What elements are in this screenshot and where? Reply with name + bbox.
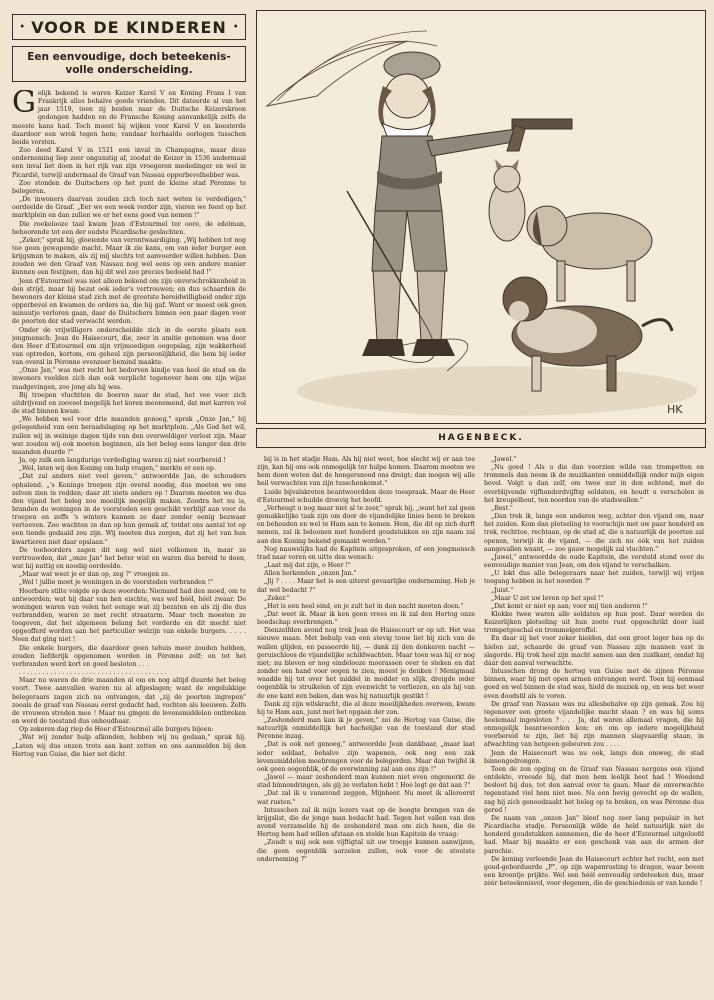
paragraph (484, 464, 704, 505)
paragraph (12, 147, 246, 180)
paragraph (484, 554, 704, 570)
paragraph-text: „Dat komt er niet op aan; voor mij tien anderen !" (491, 602, 648, 610)
paragraph (484, 766, 704, 815)
paragraph (257, 603, 475, 611)
paragraph (12, 677, 246, 726)
paragraph-text: „Jawel — maar zeshonderd man kunnen niet even ongemerkt de stad binnendringen, als gij ze verlaten hebt ! Hoe legt ge dát aan ?" (257, 774, 475, 790)
paragraph (257, 578, 475, 594)
paragraph (12, 416, 246, 457)
article-title-line2: volle onderscheiding. (65, 64, 193, 76)
paragraph-text: „Dat zal ik u vanavond zeggen, Mijnheer. Nu moet ik allereerst wat rusten." (257, 790, 475, 806)
paragraph-text: En daar zij het voor zeker hielden, dat een groot leger hen op de hielen zat, schaarde de graaf van Nassau zijn mannen vast in slagorde. Hij trok heel zijn macht samen aan den zuidkant, omdat hij dáár den aanval verwachtte. (484, 635, 704, 667)
paragraph-text: „Onze Jan," was met recht het bedorven kindje van heel de stad en de inwoners voelden zich dan ook verplicht tegenover hem om zijn wijze raadgevingen, zoo jong als hij was. (12, 367, 246, 391)
paragraph-text: Maar nu waren de drie maanden al om en nog altijd duurde het beleg voort. Twee aanvallen waren nu al afgeslagen; want de ongelukkige belegeraars zagen zich nu ontvangen, dat „zij de poorten ingrepen" zooals de graaf van Nassau eerst gedacht had, vochten als leeuwen. Zelfs de vrouwen streden mee ! Maar nu gingen de levensmiddelen ontbreken en werd de toestand dus onhoudbaar. (12, 677, 246, 726)
paragraph-text: Dank zij zijn wilskracht, die al deze moeilijkheden overwon, kwam hij te Ham aan, juist met het opgaan der zon. (257, 700, 475, 716)
paragraph (257, 790, 475, 806)
paragraph-text: „Jij ? . . . . Maar het is een uiterst gevaarlijke onderneming. Heb je dat wel bedacht ?" (257, 578, 475, 594)
middle-text-column (257, 456, 475, 990)
paragraph-text: Intusschen zal ik mijn lezers vast op de hoogte brengen van de krijgslist, die de jonge man bedacht had. Tegen het vallen van den avond verzamelde hij de zeshonderd man om zich heen, die de Hertog hem had willen afstaan en stelde hun Kapitein de vraag: (257, 806, 475, 839)
paragraph-text: Intusschen drong de hertog van Guise met de zijnen Péronne binnen, waar hij met open armen ontvangen werd. Toen hij eenmaal goed en wel binnen de stad was, hield de muziek op, en was het weer even doodstil als te voren. (484, 668, 704, 700)
paragraph-text: . . . . . . . . . . . . . . . . . . . . . . . . . . . . . . . . . . . . . . (19, 669, 167, 677)
paragraph (484, 611, 704, 635)
paragraph (484, 513, 704, 554)
paragraph-text: De toehoorders zagen dit nog wel niet volkomen in, maar ze vertrouwden, dat „onze Jan" het beter wist en waren dus bereid te doen, wat hij nuttig en noodig oordeelde. (12, 546, 246, 571)
paragraph-text: „Zeker." (264, 594, 290, 602)
paragraph-text: „De inwoners daarvan zouden zich toch niet weten te verdedigen," oordeelde de Graaf. „Eer we een week verder zijn, vieren we feest op het marktplein en dan zullen we er het eens goed van nemen !" (12, 196, 246, 220)
paragraph (12, 465, 246, 473)
ornament-dot-right: • (232, 21, 239, 33)
paragraph (257, 627, 475, 700)
paragraph-text: bij is in het stadje Ham. Als hij niet weet, hoe slecht wij er aan toe zijn, kan hij ons ook onmogelijk ter hulpe komen. Daarom moeten we hem doen weten dat de hongersnood ons dreigt; dan mogen wij alle heil verwachten van zijn tusschenkomst." (257, 456, 475, 488)
paragraph-text: „Nu goed ! Als u die dan voorzien wilde van trompetten en trommels dan neem ik de muzikanten onmiddellijk onder mijn eigen bevel. Volgt u dan zelf, om twee uur in den ochtend, met de overblijvende vijfhonderdvijftig soldaten, en houdt u verscholen in het kreupelhout, ten noorden van de stadswallen." (484, 464, 704, 504)
paragraph (257, 562, 475, 570)
paragraph-text: Luide bijvalskreten beantwoordden deze toespraak. Maar de Heer d'Estourmel schudde droevig het hoofd. (257, 488, 475, 504)
paragraph-text: Hoorbare stilte volgde op deze woorden: Niemand had den moed, om te antwoorden; wat hij daar van hen eischte, was wel héél, héél zwaar. De woningen waren van velen het eenige wat zij bezaten en als zij die dus verbrandden, waren ze met recht straatarm. Maar toch moesten ze toegeven, dat het algemeen belang het vorderde en dit mocht niet opgeofferd worden aan het particulier welzijn van enkele burgers. . . . . Neen dat ging niet ! (12, 587, 246, 644)
paragraph (12, 473, 246, 546)
paragraph-text: „Dat zal anders niet veel geven," antwoordde Jan, de schouders ophalend. „'s Konings troepen zijn overal noodig, dus moeten we ons zelven zien te redden; daar zit niets anders op ! Daarom moeten we dus den vijand het beleg zoo moeilijk mogelijk maken. Zoodra het nu is, branden de woningen in de voorsteden een geschikt verblijf aan voor de troepen en zeffs 's winters kunnen ze daar zonder eenig bezwaar vertoeven. Zoo wachten ze dan op hun gemak af, totdat ons aantal tot op een tiende gedaald zou zijn. Wij moeten dus zorgen, dat zij het van hun kwartieren niet daar opslaan." (12, 473, 246, 546)
boy-with-pistol-and-animals-drawing (257, 11, 705, 423)
paragraph (484, 570, 704, 586)
paragraph-text: Allen herkenden „onzen Jan." (264, 570, 357, 578)
article-title-line1: Een eenvoudige, doch beteekenis- (27, 51, 231, 63)
paragraph-text: Bij troepen vluchtten de boeren naar de stad, het vee voor zich uitdrijvend en zooveel mogelijk het koren meenemend, dat met karren vol de stad binnen kwam. (12, 391, 246, 416)
paragraph (484, 701, 704, 750)
paragraph-text: Jean d'Estourmel was niet alleen bekend om zijn onverschrokkenheid in den strijd, maar hij bezat ook ieder's vertrouwen; en dus schaarden de bewoners der kleine stad zich met de grootste bereidwilligheid onder zijn opperbevel en kwamen de orders na, die hij gaf. Want er moest ook geen minuutje verloren gaan, daar de Duitschers binnen een paar dagen voor de poorten der stad verwacht werden. (12, 277, 246, 326)
illustration-hagenbeck (256, 10, 706, 424)
paragraph-text: „Maar U zet uw leven op het spel !" (491, 594, 604, 602)
paragraph (12, 571, 246, 579)
paragraph (12, 180, 246, 196)
paragraph (12, 457, 246, 465)
paragraph-text: „Wat wij zonder hulp afkonden, hebben wij nu gedaan," sprak hij. „Laten wij dus onzen trots aan kant zetten en ons aanmelden bij den Hertog van Guise, die hier net dicht (12, 734, 246, 758)
paragraph-text: „Zeshonderd man kan ik je geven," zei de Hertog van Guise, die natuurlijk onmiddellijk het hachelijke van de toestand der stad Péronne inzag. (257, 717, 475, 741)
paragraph-text: Ja, op zulk een langdurige verdediging waren zij niet voorbereid ! (19, 457, 226, 465)
paragraph (12, 547, 246, 571)
paragraph-text: Toen de zon opging en de Graaf van Nassau nergens een vijand ontdekte, vreesde hij, dat men hem leelijk beet had ! Woedend besloot hij dus, tot den aanval over te gaan. Maar de onverwachte tegenstand viel hem niet mee. Na een hevig gevecht op de wallen, zag hij zich genoodzaakt het beleg op te breken, en was Péronne dus gered ! (484, 765, 704, 814)
paragraph (484, 456, 704, 464)
paragraph (257, 456, 475, 489)
paragraph (12, 90, 246, 147)
paragraph (484, 668, 704, 701)
paragraph-text: „Best." (491, 504, 513, 512)
paragraph (484, 603, 704, 611)
paragraph (257, 701, 475, 717)
paragraph-text: Dienzelfden avond nog trok Jean de Haisecourt er op uit. Het was nieuwe maan. Met behulp van een stevig touw liet hij zich van de wallen glijden, en passeerde hij, — dank zij den donkeren nacht — geruischloos de vijandelijke schildwachten. Maar toen was hij er nog niet; nu bleven er nog eindelooze moerassen over te steken en dat zonder een hand voor oogen te zien, moest je denken ! Menigmaal waadde hij tot over het middel in modder en slijk, dreigde ieder oogenblik te struikelen of zijn evenwicht te verliezen, en als hij van de ene kant een baken, dan was hij natuurlijk gestikt ! (257, 627, 475, 700)
paragraph (484, 750, 704, 766)
paragraph-text: Op zekeren dag riep de Heer d'Estourmel alle burgers bijeen: (19, 726, 214, 734)
illustration-caption: HAGENBECK. (256, 428, 706, 448)
paragraph-text: „Zoudt u mij ook een vijftigtal uit uw troepje kunnen aanwijzen, die geen oogenblik aarzelen zullen, ook voor de stoutste onderneming ?" (257, 839, 475, 863)
paragraph (12, 278, 246, 327)
paragraph (12, 669, 246, 677)
paragraph-text: „Het is een heel eind, en je zult het in den nacht moeten doen." (264, 602, 464, 610)
paragraph (12, 221, 246, 237)
paragraph (484, 635, 704, 668)
right-text-column (484, 456, 704, 990)
paragraph-text: „Dan trek ik, langs een anderen weg, achter den vijand om, naar het zuiden. Kom dan plotseling te voorschijn met uw paar honderd en trek, rechttoe, rechtaan, op de stad af, die u natuurlijk de poorten zal openen, terwijl ik de vijand, — die zich nu óók van het zuiden aangevallen waant, — zoo gauw mogelijk zal vluchten." (484, 513, 704, 553)
paragraph-text: „Zeker," sprak hij, gloeiende van verontwaardiging. „Wij hebben tot nog toe geen gewapende macht. Maar ik zie kans, om van ieder burger een krijgsman te maken, als zij mij slechts tot aanvoerder willen hebben. Dan zouden we den Graaf van Nassau nog wel eens op een andere manier kunnen een festijnen, dan hij dit wel zoo precies bedoeld had !" (12, 236, 246, 277)
paragraph-text: Klokke twee waren alle soldaten op hun post. Daar werden de Keizerlijken plotseling uit hun zoete rust opgeschrikt door luid trompetgeschal en trommelgeroffel. (484, 610, 704, 635)
ornament-dot-left: • (19, 21, 26, 33)
paragraph-text: „Jawel," antwoordde de oude Kapitein, die versteld stond over de eenvoudige manier van Jean, om den vijand te verschalken. (484, 553, 704, 570)
paragraph-text: Nog nauwelijks had de Kapitein uitgesproken, of een jongmensch trad naar voren en uitte den wensch: (257, 545, 475, 561)
paragraph (257, 546, 475, 562)
paragraph-text: „Juist." (491, 586, 514, 594)
paragraph-text: „U lokt dus alle belegeraars naar het zuiden, terwijl wij vrijen toegang hebben in het noorden ?" (484, 570, 704, 586)
paragraph-text: „Dat is ook net genoeg," antwoordde Jean dankbaar, „maar laat ieder soldaat, behalve zijn wapenen, ook nog een zak levensmiddelen meebrengen voor de belegerden. Maar dan twijfel ik ook geen oogenblik, of de overwinning zal aan ons zijn !" (257, 741, 475, 773)
section-header (12, 14, 246, 40)
paragraph (257, 595, 475, 603)
paragraph-text: „We hebben wel voor drie maanden genoeg," sprak „Onze Jan," bij gelegenheid van een beraadslaging op het marktplein. „Als God het wil, zullen wij in weinige dagen tijds van den overweldiger verlost zijn. Maar wat zouden wij ook moeten beginnen, als het beleg eens langer dan drie maanden duurde ?" (12, 416, 246, 456)
drop-cap: G (12, 90, 36, 120)
paragraph (12, 579, 246, 587)
paragraph (12, 645, 246, 669)
paragraph-text: Jean de Haisecourt was nu ook, langs den omweg, de stad binnengedrongen. (484, 749, 704, 765)
paragraph-text: elijk bekend is waren Keizer Karel V en Koning Frans I van Frankrijk alles behalve goede vrienden. Dit dateerde al van het jaar 1519, toen zij beiden naar de Duitsche Keizerskroon gedongen hadden en de Fransche Koning aanvankelijk zelfs de meeste kans had. Toch moest hij wijken voor Karel V en koesterde daardoor een wrok tegen hem; vandaar herhaalde oorlogen tusschen beide vorsten. (12, 90, 246, 146)
paragraph (12, 237, 246, 278)
paragraph-text: Die roekelooze taal kwam Jean d'Estourmel ter oore, de edelman, behoorende tot een der oudste Picardische geslachten. (12, 220, 246, 236)
paragraph (484, 815, 704, 856)
paragraph (12, 588, 246, 645)
paragraph (484, 587, 704, 595)
paragraph (257, 717, 475, 741)
paragraph (12, 734, 246, 758)
paragraph-text: „Jawel." (491, 456, 517, 463)
paragraph (257, 611, 475, 627)
paragraph-text: Die enkele burgers, die daardoor geen tehuis meer zouden hebben, zouden liefderijk opgenomen worden in Péronne zelf; en tot het verbranden werd kort en goed besloten . . . (12, 644, 246, 668)
paragraph-text: Onder de vrijwilligers onderscheidde zich in de eerste plaats een jongmensch: Jean de Haisecourt, die, zeer in amitie genomen was door den Heer d'Estourmel om zijn vrijmoedigen oogopslag, zijn wakkerheid van optreden, kortom, om geheel zijn persoonlijkheid, die hem bij ieder van overal in Péronne evenzeer bemind maakte. (12, 326, 246, 367)
paragraph-text: „Dat weet ik. Maar ik ken geen vrees en ik zal den Hertog onze boodschap overbrengen." (257, 610, 475, 627)
section-title: VOOR DE KINDEREN (31, 17, 227, 37)
paragraph-text: „Verheugt u nog maar niet al te zeer," sprak hij, „want het zal geen gemakkelijke taak zijn om door de vijandelijke linies heen te breken en behouden en wel te Ham aan te komen. Hem, die dit op zich durft nemen, zal ik beloonen met honderd goudstukken en zijn naam zal aan den Koning bekend gemaakt worden." (257, 504, 475, 545)
paragraph-text: De naam van „onzen Jan" bleef nog zeer lang populair in het Picardische stadje. Persoonlijk wilde de held natuurlijk niet de honderd goudstukken aannemen, die de heer d'Estourmel uitgeloofd had. Maar hij maakte er een geschenk van aan de armen der parochie. (484, 814, 704, 855)
paragraph (12, 196, 246, 220)
paragraph-text: „Maar wat weet je er dan op, zeg ?" vroegen ze. (19, 571, 170, 579)
paragraph-text: De koning verleende Jean de Haisecourt echter het recht, een met goud-geborduurde „P", op zijn wapenrusting te dragen, waar boven een kroontje prijkte. Wel een héél eenvoudig ordeteeken dus, maar zéér beteekenisvol, voor degenen, die de geschiedenis er van kende ! (484, 855, 704, 888)
paragraph (257, 807, 475, 840)
paragraph-text: Zoo stonden de Duitschers op het punt de kleine stad Péronne te belegeren. (12, 179, 246, 195)
paragraph (12, 367, 246, 391)
paragraph (257, 505, 475, 546)
artist-monogram: HK (667, 403, 683, 416)
paragraph (12, 327, 246, 368)
paragraph (12, 726, 246, 734)
paragraph (257, 839, 475, 863)
paragraph (257, 570, 475, 578)
paragraph-text: De graaf van Nassau was nu allesbehalve op zijn gemak. Zou hij tegenover een groote vijandelijke macht staan ? en was hij soms heelemaal ingesloten ? . . . Ja, dat waren allemaal vragen, die hij onmogelijk beantwoorden kon; en om op iedere mogelijkheid voorbereid te zijn, liet hij zijn mannen slagvaardig staan, in afwachting van hetgeen gebeuren zou . . . . (484, 700, 704, 749)
article-title (12, 46, 246, 82)
left-text-column (12, 90, 246, 990)
paragraph (257, 741, 475, 774)
paragraph-text: „Wel ! jullie moet je woningen in de voorsteden verbranden !" (19, 579, 214, 587)
paragraph (257, 774, 475, 790)
paragraph (484, 595, 704, 603)
paragraph-text: Zoo deed Karel V in 1521 een inval in Champagne, maar deze onderneming liep zeer ongunstig af, zoodat de Keizer in 1536 andermaal een inval liet doen in het rijk van zijn vroegeren mededinger en wel in Picardië, terwijl andermaal de Graaf van Nassau opperbevelhebber was. (12, 147, 246, 179)
paragraph (484, 856, 704, 889)
paragraph (257, 489, 475, 505)
paragraph (12, 392, 246, 416)
paragraph (484, 505, 704, 513)
paragraph-text: „Wel, laten wij den Koning om hulp vragen," merkte er een op. (19, 465, 216, 473)
paragraph-text: „Laat mij dat zijn, o Heer !" (264, 562, 351, 570)
